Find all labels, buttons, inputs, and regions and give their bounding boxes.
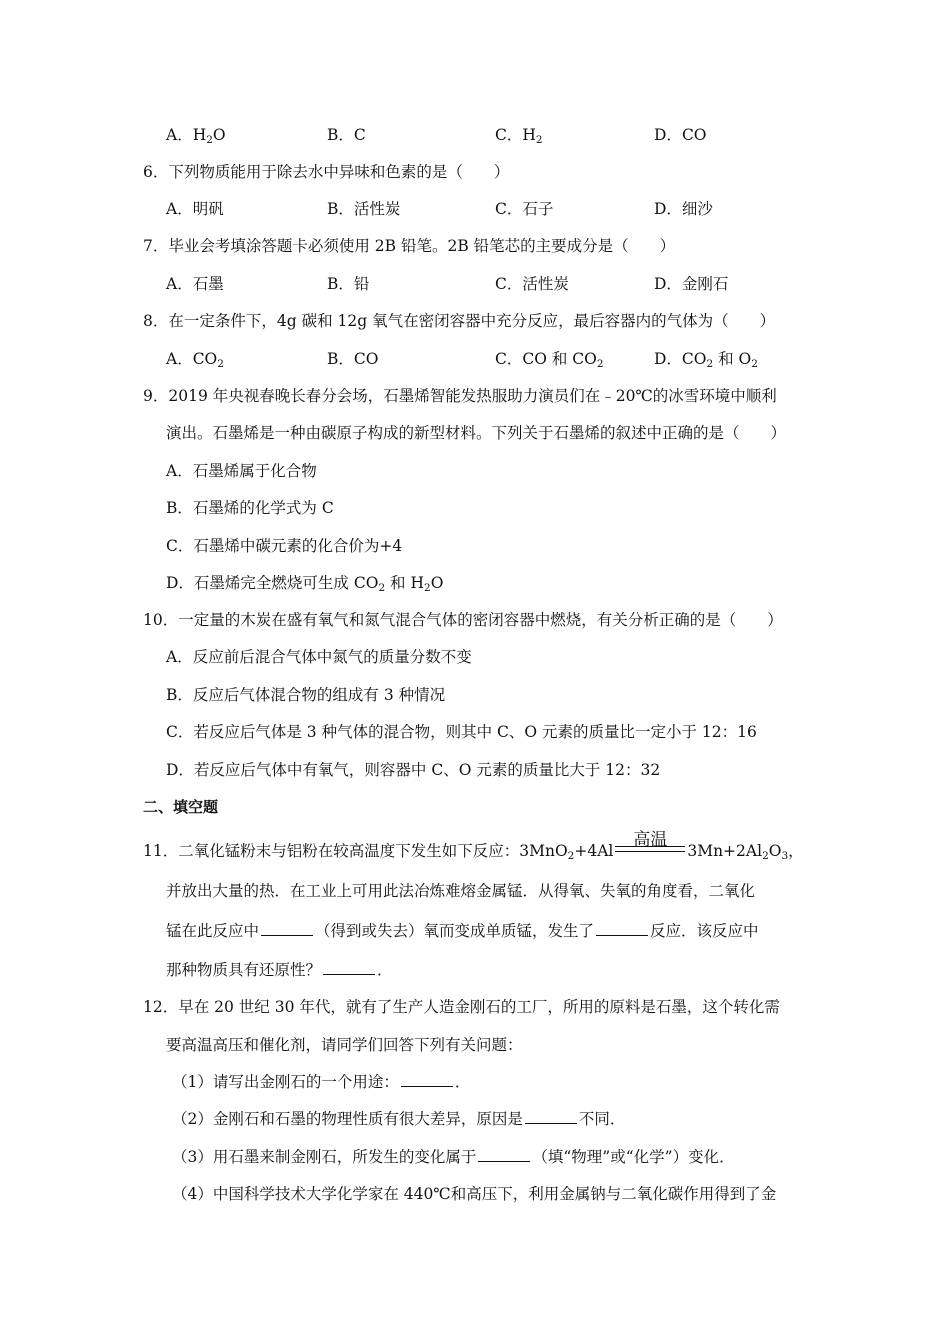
q5-option-d [654,124,707,146]
option-text: H [192,126,207,144]
q6-option-d: D．细沙 [654,200,713,218]
option-letter: A． [166,126,193,144]
subscript: 2 [762,850,769,862]
q11-text: 11．二氧化锰粉末与铝粉在较高温度下发生如下反应：3MnO [143,842,568,860]
q10-option-d: D．若反应后气体中有氧气，则容器中 C、O 元素的质量比大于 12：32 [166,761,661,779]
subscript: 2 [378,582,386,594]
q12-part4: （4）中国科学技术大学化学家在 440℃和高压下，利用金属钠与二氧化碳作用得到了金 [172,1185,777,1203]
q12-text: ． [454,1073,471,1091]
q11-line4 [166,959,393,981]
section-heading: 二、填空题 [143,798,219,816]
q9-option-d [166,572,443,594]
q11-line1 [143,830,804,862]
subscript: 2 [751,358,758,370]
option-letter: B． [327,126,354,144]
q7-option-a: A．石墨 [166,275,224,293]
option-text: D．石墨烯完全燃烧可生成 CO [166,574,379,592]
q11-text: 锰在此反应中 [166,922,260,940]
subscript: 2 [706,358,714,370]
q9-option-a: A．石墨烯属于化合物 [166,462,317,480]
q9-stem-line1: 9．2019 年央视春晚长春分会场，石墨烯智能发热服助力演员们在﹣20℃的冰雪环境中顺利 [143,387,777,405]
option-text: 和 O [713,350,752,368]
subscript: 2 [567,850,575,862]
q6-option-a: A．明矾 [166,200,224,218]
answer-blank[interactable] [323,960,375,975]
option-letter: D． [654,126,682,144]
q11-text: O [768,842,782,860]
q12-part2 [172,1108,625,1130]
option-text: C [353,126,366,144]
q8-option-a [166,348,224,370]
q8-option-b: B．CO [327,350,379,368]
q11-text: 那种物质具有还原性？ [166,961,322,979]
answer-blank[interactable] [596,921,648,936]
q5-option-c [495,124,543,146]
condition-label: 高温 [633,830,668,850]
q7-option-d: D．金刚石 [654,275,729,293]
q11-text: 3Mn+2Al [687,842,763,860]
q5-option-b [327,124,366,146]
subscript: 2 [217,358,224,370]
q9-stem-line2: 演出。石墨烯是一种由碳原子构成的新型材料。下列关于石墨烯的叙述中正确的是（ ） [166,424,787,442]
q7-stem: 7．毕业会考填涂答题卡必须使用 2B 铅笔。2B 铅笔芯的主要成分是（ ） [143,237,676,255]
option-text: 和 H [385,574,424,592]
option-text: D．CO [654,350,707,368]
q11-text: （得到或失去）氧而变成单质锰，发生了 [315,922,595,940]
q7-option-c: C．活性炭 [495,275,569,293]
option-text: H [522,126,536,144]
q10-stem: 10．一定量的木炭在盛有氧气和氮气混合气体的密闭容器中燃烧，有关分析正确的是（ ） [143,611,783,629]
q6-option-b: B．活性炭 [327,200,401,218]
answer-blank[interactable] [525,1109,577,1124]
q8-option-d [654,348,758,370]
subscript: 2 [596,358,604,370]
q7-option-b: B．铅 [327,275,370,293]
q12-text: 不同． [578,1110,626,1128]
q11-text: ， [788,842,804,860]
q9-option-b: B．石墨烯的化学式为 C [166,499,334,517]
q10-option-b: B．反应后气体混合物的组成有 3 种情况 [166,686,446,704]
equals-sign [615,846,685,852]
q11-line2: 并放出大量的热．在工业上可用此法冶炼难熔金属锰．从得氧、失氧的角度看，二氧化 [166,882,756,900]
q12-part3 [172,1146,735,1168]
q5-option-a [166,124,226,146]
subscript: 3 [781,850,789,862]
q9-option-c: C．石墨烯中碳元素的化合价为+4 [166,537,403,555]
q12-text: （3）用石墨来制金刚石，所发生的变化属于 [172,1148,477,1166]
q12-text: （1）请写出金刚石的一个用途： [172,1073,399,1091]
q11-line3 [166,920,759,942]
answer-blank[interactable] [478,1147,530,1162]
reaction-condition [615,830,685,856]
q12-text: （填“物理”或“化学”）变化． [532,1148,735,1166]
q12-text: （2）金刚石和石墨的物理性质有很大差异，原因是 [172,1110,523,1128]
subscript: 2 [535,134,543,146]
option-letter: C． [495,126,523,144]
q8-option-c [495,348,604,370]
option-text: O [212,126,226,144]
option-text: A．CO [166,350,218,368]
q6-option-c: C．石子 [495,200,554,218]
q10-option-a: A．反应前后混合气体中氮气的质量分数不变 [166,648,472,666]
subscript: 2 [206,134,213,146]
option-text: O [430,574,444,592]
option-text: CO [681,126,707,144]
q12-part1 [172,1071,470,1093]
q10-option-c: C．若反应后气体是 3 种气体的混合物，则其中 C、O 元素的质量比一定小于 12：16 [166,723,757,741]
q11-text: 反应．该反应中 [650,922,759,940]
q8-stem: 8．在一定条件下，4g 碳和 12g 氧气在密闭容器中充分反应，最后容器内的气体为（ ） [143,312,776,330]
q12-line2: 要高温高压和催化剂，请同学们回答下列有关问题： [166,1036,523,1054]
answer-blank[interactable] [261,921,313,936]
option-text: C．CO 和 CO [495,350,597,368]
q12-line1: 12．早在 20 世纪 30 年代，就有了生产人造金刚石的工厂，所用的原料是石墨，这个转化需 [143,998,780,1016]
q11-text: ． [377,961,393,979]
answer-blank[interactable] [401,1072,453,1087]
subscript: 2 [424,582,431,594]
q6-stem: 6．下列物质能用于除去水中异味和色素的是（ ） [143,163,510,181]
q11-text: +4Al [574,842,614,860]
